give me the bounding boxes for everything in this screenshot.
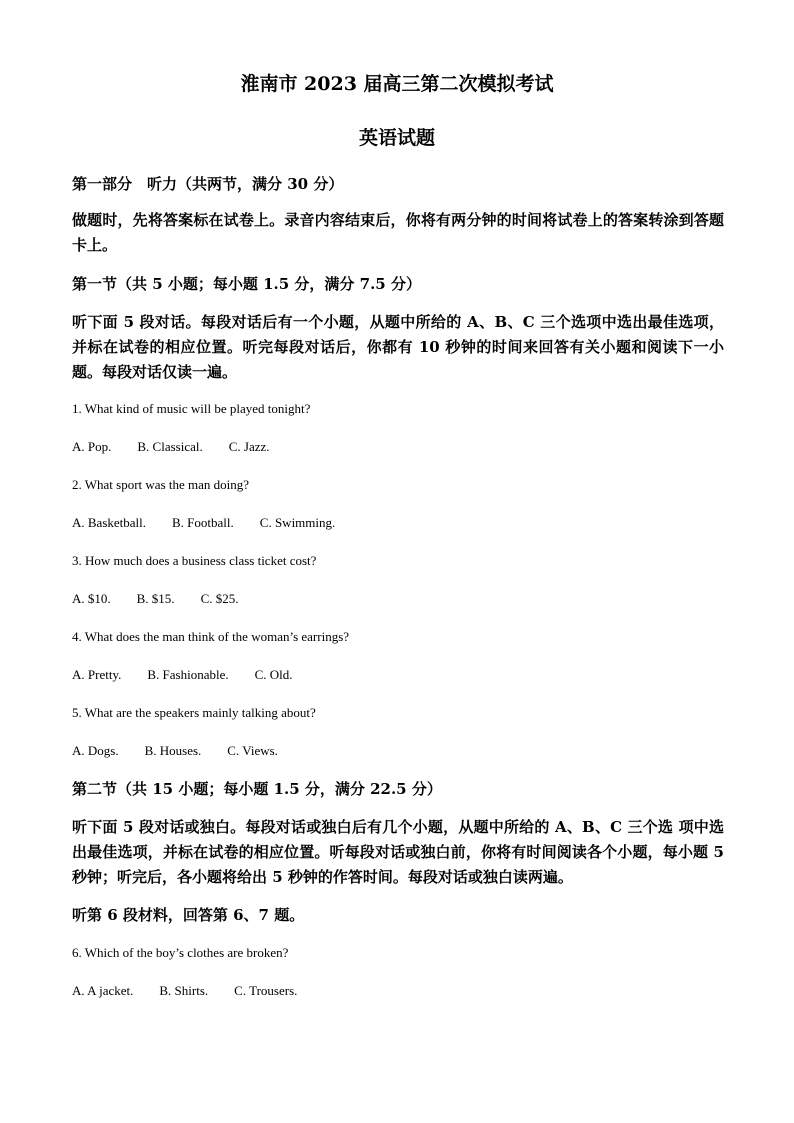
question-1-stem: 1. What kind of music will be played tonight? [72,401,311,416]
option-c: C. Old. [254,667,293,682]
option-a: A. Dogs. [72,743,119,758]
option-a: A. $10. [72,591,111,606]
part1-instructions: 做题时，先将答案标在试卷上。录音内容结束后，你将有两分钟的时间将试卷上的答案转涂到答题卡上。 [72,211,724,254]
question-5-options [72,742,278,760]
option-b: B. Shirts. [159,983,209,998]
question-3-options [72,590,238,608]
material-heading: 听第 6 段材料，回答第 6、7 题。 [72,906,305,924]
question-1-options [72,438,270,456]
option-a: A. Pop. [72,439,112,454]
option-b: B. Fashionable. [147,667,229,682]
option-a: A. A jacket. [72,983,134,998]
section2-instructions: 听下面 5 段对话或独白。每段对话或独白后有几个小题，从题中所给的 A、B、C 三个选 项中选出最佳选项，并标在试卷的相应位置。听每段对话或独白前，你将有时间阅读各个小题，每小题 5 秒钟；听完后，各小题将给出 5 秒钟的作答时间。每段对话或独白读两遍。 [72,818,724,886]
exam-subtitle: 英语试题 [358,127,435,149]
exam-title: 淮南市 2023 届高三第二次模拟考试 [240,73,554,95]
option-b: B. Football. [172,515,234,530]
question-4-options [72,666,293,684]
option-c: C. Swimming. [259,515,336,530]
question-4-stem: 4. What does the man think of the woman’s earrings? [72,629,350,644]
question-5-stem: 5. What are the speakers mainly talking about? [72,705,316,720]
section1-instructions: 听下面 5 段对话。每段对话后有一个小题，从题中所给的 A、B、C 三个选项中选出最佳选项，并标在试卷的相应位置。听完每段对话后，你都有 10 秒钟的时间来回答有关小题和阅读下一小题。每段对话仅读一遍。 [72,313,724,381]
question-3-stem: 3. How much does a business class ticket cost? [72,553,317,568]
question-2-stem: 2. What sport was the man doing? [72,477,250,492]
option-b: B. Houses. [144,743,202,758]
section1-heading: 第一节（共 5 小题；每小题 1.5 分，满分 7.5 分） [72,275,421,293]
question-2-options [72,514,335,532]
question-6-options [72,982,297,1000]
option-c: C. Trousers. [234,983,298,998]
option-c: C. $25. [200,591,239,606]
option-c: C. Jazz. [228,439,270,454]
option-c: C. Views. [227,743,278,758]
section2-heading: 第二节（共 15 小题；每小题 1.5 分，满分 22.5 分） [72,780,442,798]
option-b: B. Classical. [137,439,203,454]
part1-heading: 第一部分 听力（共两节，满分 30 分） [72,175,344,193]
option-a: A. Pretty. [72,667,122,682]
question-6-stem: 6. Which of the boy’s clothes are broken? [72,945,289,960]
option-a: A. Basketball. [72,515,147,530]
option-b: B. $15. [136,591,175,606]
